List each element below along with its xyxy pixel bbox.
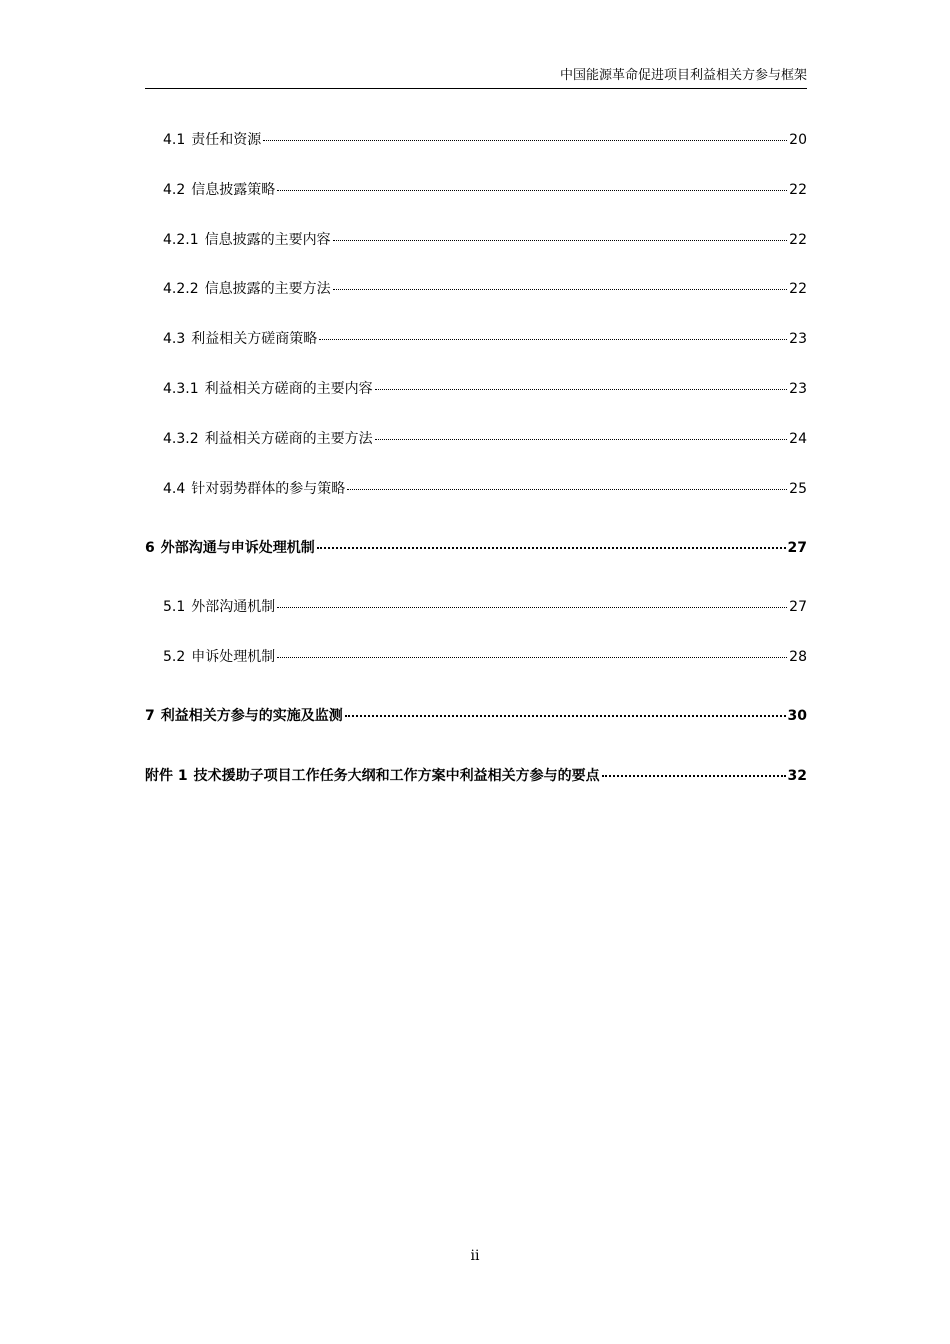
toc-leader-dots <box>317 545 786 549</box>
toc-entry-4-2[interactable] <box>163 180 807 200</box>
toc-entry-title: 责任和资源 <box>191 132 262 148</box>
toc-leader-dots <box>345 713 786 717</box>
toc-entry-page: 23 <box>789 381 807 397</box>
toc-entry-title: 信息披露的主要内容 <box>204 232 331 248</box>
toc-leader-dots <box>263 138 787 141</box>
toc-entry-page: 20 <box>789 132 807 148</box>
toc-entry-title: 利益相关方磋商的主要方法 <box>204 431 373 447</box>
toc-entry-4-2-1[interactable] <box>163 230 807 250</box>
toc-entry-title: 利益相关方磋商策略 <box>191 331 318 347</box>
toc-entry-4-4[interactable] <box>163 479 807 499</box>
toc-entry-title: 申诉处理机制 <box>191 649 276 665</box>
toc-entry-number: 4.2 <box>163 182 186 198</box>
toc-entry-title: 信息披露策略 <box>191 182 276 198</box>
toc-entry-page: 22 <box>789 182 807 198</box>
page-number: ii <box>470 1248 480 1264</box>
toc-leader-dots <box>333 238 788 241</box>
page-header: 中国能源革命促进项目利益相关方参与框架 <box>145 64 807 89</box>
toc-entry-page: 25 <box>789 481 807 497</box>
toc-entry-appendix-1[interactable] <box>145 766 807 786</box>
toc-entry-page: 22 <box>789 281 807 297</box>
toc-entry-page: 24 <box>789 431 807 447</box>
toc-entry-title: 针对弱势群体的参与策略 <box>191 481 346 497</box>
toc-entry-4-2-2[interactable] <box>163 279 807 299</box>
toc-entry-4-3[interactable] <box>163 329 807 349</box>
toc-entry-5-1[interactable] <box>163 597 807 617</box>
toc-entry-page: 22 <box>789 232 807 248</box>
toc-leader-dots <box>375 387 788 390</box>
toc-entry-number: 4.3.2 <box>163 431 199 447</box>
toc-entry-title: 利益相关方磋商的主要内容 <box>204 381 373 397</box>
toc-entry-title: 信息披露的主要方法 <box>204 281 331 297</box>
toc-entry-7[interactable] <box>145 706 807 726</box>
toc-leader-dots <box>277 605 787 608</box>
toc-entry-page: 23 <box>789 331 807 347</box>
toc-leader-dots <box>277 655 787 658</box>
toc-entry-number: 4.2.1 <box>163 232 199 248</box>
toc-leader-dots <box>602 773 786 777</box>
toc-entry-4-3-2[interactable] <box>163 429 807 449</box>
toc-entry-number: 4.3 <box>163 331 186 347</box>
toc-entry-number: 4.4 <box>163 481 186 497</box>
toc-entry-title: 利益相关方参与的实施及监测 <box>160 708 343 724</box>
toc-leader-dots <box>333 287 788 290</box>
toc-entry-4-3-1[interactable] <box>163 379 807 399</box>
toc-entry-page: 28 <box>789 649 807 665</box>
toc-entry-page: 27 <box>787 540 807 556</box>
toc-leader-dots <box>319 337 787 340</box>
toc-entry-number: 4.2.2 <box>163 281 199 297</box>
toc-entry-4-1[interactable] <box>163 130 807 150</box>
toc-entry-title: 外部沟通机制 <box>191 599 276 615</box>
toc-entry-number: 附件 1 <box>145 768 188 784</box>
toc-entry-title: 技术援助子项目工作任务大纲和工作方案中利益相关方参与的要点 <box>193 768 600 784</box>
toc-entry-page: 32 <box>787 768 807 784</box>
toc-entry-number: 4.3.1 <box>163 381 199 397</box>
toc-entry-title: 外部沟通与申诉处理机制 <box>160 540 315 556</box>
toc-entry-page: 30 <box>787 708 807 724</box>
toc-entry-number: 4.1 <box>163 132 186 148</box>
toc-entry-number: 5.2 <box>163 649 186 665</box>
toc-entry-5-2[interactable] <box>163 647 807 667</box>
toc-entry-number: 6 <box>145 540 155 556</box>
toc-entry-number: 5.1 <box>163 599 186 615</box>
toc-leader-dots <box>277 188 787 191</box>
toc-leader-dots <box>347 487 787 490</box>
toc-entry-page: 27 <box>789 599 807 615</box>
toc-entry-number: 7 <box>145 708 155 724</box>
toc-leader-dots <box>375 437 788 440</box>
toc-entry-6[interactable] <box>145 538 807 558</box>
